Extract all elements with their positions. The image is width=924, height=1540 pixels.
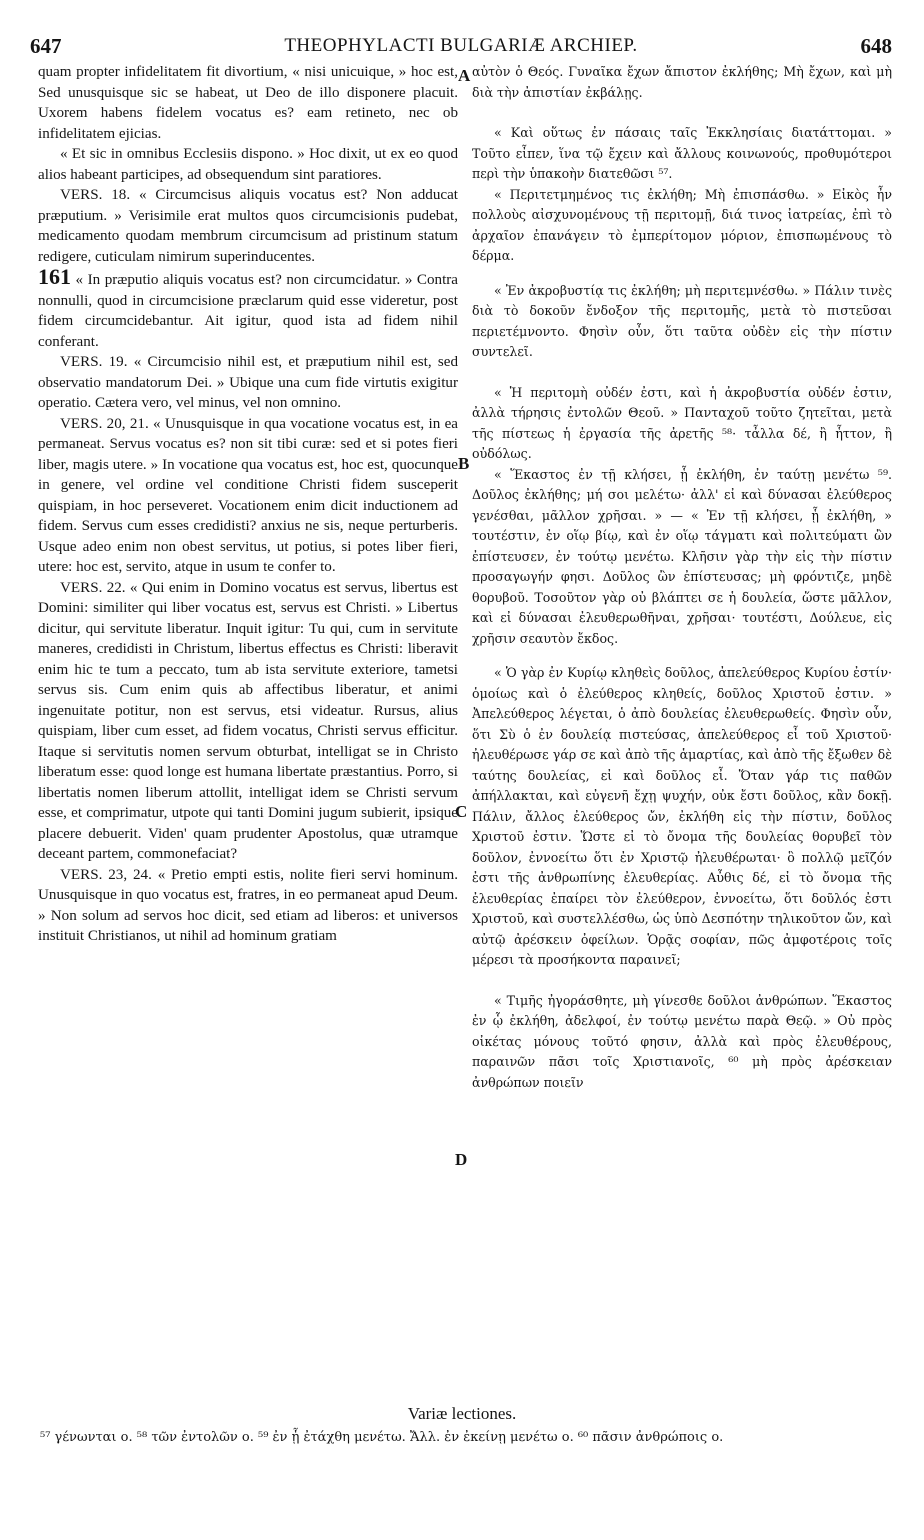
page-number-right: 648 [860, 34, 892, 58]
page-number-left: 647 [30, 34, 62, 58]
latin-paragraph: « Et sic in omnibus Ecclesiis dispono. » Hoc dixit, ut ex eo quod alios habeant participes, ad obsequendum sint paratiores. [38, 146, 458, 183]
latin-paragraph: VERS. 20, 21. « Unusquisque in qua vocatione vocatus est, in ea permaneat. Servus vocatus es? non sit tibi curæ: sed et si potes fieri liber, magis utere. » In vocatione qua vocatus est, hoc est, quocunque in genere, vel ordine vel conditione Christi fidem susceperit quispiam, in hoc perseveret. Vocationem enim dicit inductionem ad fidem. Servus cum esses credidisti? anxius ne sis, neque perturberis. Usque adeo enim non obest servitus, ut potius, si potes liber fieri, utere: hoc est, servito, atque in usum te confer to. [38, 415, 458, 575]
greek-paragraph: « Ἐν ἀκροβυστίᾳ τις ἐκλήθη; μὴ περιτεμνέσθω. » Πάλιν τινὲς διὰ τὸ δοκοῦν ἔνδοξον τῆς περιτομῆς, μετὰ τὸ πιστεῦσαι περιετέμνοντο. Φησὶν οὖν, ὅτι ταῦτα οὐδὲν εἰς τὴν πίστιν συντελεῖ. [472, 282, 892, 359]
latin-paragraph: VERS. 22. « Qui enim in Domino vocatus est servus, libertus est Domini: similiter qui liber vocatus est, servus est Christi. » Libertus dicitur, qui servitute liberatur. Inquit igitur: Tu qui, cum in servitute maneres, credidisti in Christum, libertus effectus es Christi: liberavit enim hic te tum a peccato, tum ab ista servitute exteriore, tametsi servus sis. Cum enim quis ab affectibus liberatur, et animi ingenuitate potitur, non est servus, etsi videatur. Rursus, alius quispiam, liber cum esset, ad fidem vocatus, Christi servus efficitur. Itaque si servitutis nomen servum obturbat, intelligat se in Christo liberatum esse: quod longe est humana libertate præstantius. Porro, si libertatis nomen liberum attollit, intelligat idem se Christi servum esse, et comprimatur, utpote qui tanti Domini jugum subierit, ipsique placere debuerit. Viden' quam prudenter Apostolus, quæ utramque deceant partem, commonefaciat? [38, 579, 458, 862]
greek-paragraph: « Καὶ οὕτως ἐν πάσαις ταῖς Ἐκκλησίαις διατάττομαι. » Τοῦτο εἶπεν, ἵνα τῷ ἔχειν καὶ ἄλλους κοινωνούς, προθυμότεροι περὶ τὴν ὑπακοὴν διατεθῶσι ⁵⁷. [472, 125, 892, 181]
latin-column [38, 62, 458, 947]
variae-lectiones-heading: Variæ lectiones. [407, 1404, 517, 1423]
page-header [30, 34, 892, 60]
latin-paragraph: quam propter infidelitatem fit divortium, « nisi unicuique, » hoc est, Sed unusquisque sic se habeat, ut Deo de illo disponere placuit. Uxorem habens fidelem vocatus es? eam retineto, nec ob infidelitatem ejicias. [38, 64, 458, 142]
latin-paragraph: VERS. 23, 24. « Pretio empti estis, nolite fieri servi hominum. Unusquisque in quo vocatus est, fratres, in eo permaneat apud Deum. » Non solum ad servos hoc dicit, sed etiam ad liberos: et universos instituit Christianos, ut nihil ad hominum gratiam [38, 866, 458, 944]
greek-paragraph: αὐτὸν ὁ Θεός. Γυναῖκα ἔχων ἄπιστον ἐκλήθης; Μὴ ἔχων, καὶ μὴ διὰ τὴν ἀπιστίαν ἐκβάλῃς. [472, 64, 892, 100]
latin-paragraph: « In præputio aliquis vocatus est? non circumcidatur. » Contra nonnulli, quod in circumcisione præclarum quid esse videretur, post fidem circumcidebantur. Ait igitur, quod ista ad fidem nihil conferant. [38, 272, 458, 350]
latin-paragraph: VERS. 19. « Circumcisio nihil est, et præputium nihil est, sed observatio mandatorum Dei. » Ubique una cum fide virtutis exigitur operatio. Cætera vero, vel minus, vel non omnino. [38, 354, 458, 411]
margin-marker-c: C [455, 802, 468, 821]
margin-marker-d: D [455, 1150, 468, 1169]
greek-column [472, 62, 892, 1093]
greek-paragraph: « Ἕκαστος ἐν τῇ κλήσει, ᾗ ἐκλήθη, ἐν ταύτῃ μενέτω ⁵⁹. Δοῦλος ἐκλήθης; μή σοι μελέτω· ἀλλ' εἰ καὶ δύνασαι ἐλεύθερος γενέσθαι, μᾶλλον χρῆσαι. » — « Ἐν τῇ κλήσει, ᾗ ἐκλήθη, » τουτέστιν, ἐν οἵῳ βίῳ, καὶ ἐν οἵῳ τάγματι καὶ πολιτεύματι ὢν ἐπίστευσεν, ἐν τούτῳ μενέτω. Κλῆσιν γὰρ τὴν εἰς τὴν πίστιν προσαγωγήν φησι. Δοῦλος ὢν ἐπίστευσας; μὴ φρόντιζε, μηδὲ θορυβοῦ. Τοσοῦτον γὰρ οὐ βλάπτει σε ἡ δουλεία, ὥστε μᾶλλον, καὶ εἰ δύνασαι ἐλευθερωθῆναι, χρῆσαι· τουτέστι, Δούλευε, εἰς χρῆσιν σεαυτὸν ἔκδος. [472, 466, 892, 646]
greek-paragraph: « Ἡ περιτομὴ οὐδέν ἐστι, καὶ ἡ ἀκροβυστία οὐδέν ἐστιν, ἀλλὰ τήρησις ἐντολῶν Θεοῦ. » Πανταχοῦ τοῦτο ζητεῖται, μετὰ τῆς πίστεως ἡ ἐργασία τῆς ἀρετῆς ⁵⁸· τἆλλα δέ, ἢ ἧττον, ἢ οὐδόλως. [472, 384, 892, 461]
column-number: 161 [38, 264, 71, 289]
running-title: THEOPHYLACTI BULGARIÆ ARCHIEP. [284, 35, 638, 56]
latin-paragraph-with-column-number [38, 264, 458, 352]
greek-paragraph: « Τιμῆς ἠγοράσθητε, μὴ γίνεσθε δοῦλοι ἀνθρώπων. Ἕκαστος ἐν ᾧ ἐκλήθη, ἀδελφοί, ἐν τούτῳ μενέτω παρὰ Θεῷ. » Οὐ πρὸς οἰκέτας μόνους τοῦτό φησιν, ἀλλὰ καὶ πρὸς ἐλευθέρους, παραινῶν πᾶσι τοῖς Χριστιανοῖς, ⁶⁰ μὴ πρὸς ἀρέσκειαν ἀνθρώπων ποιεῖν [472, 992, 892, 1090]
greek-paragraph: « Περιτετμημένος τις ἐκλήθη; Μὴ ἐπισπάσθω. » Εἰκὸς ἦν πολλοὺς αἰσχυνομένους τῇ περιτομῇ, διά τινος ἰατρείας, ἐπὶ τὸ ἀρχαῖον ἐπανάγειν τὸ ἐμπερίτομον μόριον, ἐπισπωμένους τὸ δέρμα. [472, 186, 892, 263]
footnotes: ⁵⁷ γένωνται ο. ⁵⁸ τῶν ἐντολῶν ο. ⁵⁹ ἐν ᾗ ἐτάχθη μενέτω. Ἄλλ. ἐν ἐκείνῃ μενέτω ο. ⁶⁰ πᾶσιν ἀνθρώποις ο. [40, 1430, 724, 1445]
margin-marker-b: B [458, 454, 470, 473]
greek-paragraph: « Ὁ γὰρ ἐν Κυρίῳ κληθεὶς δοῦλος, ἀπελεύθερος Κυρίου ἐστίν· ὁμοίως καὶ ὁ ἐλεύθερος κληθείς, δοῦλος Χριστοῦ ἐστιν. » Ἀπελεύθερος λέγεται, ὁ ἀπὸ δουλείας ἐλευθερωθείς. Φησὶν οὖν, ὅτι Σὺ ὁ ἐν δουλείᾳ πιστεύσας, ἀπελεύθερος εἶ τοῦ Χριστοῦ· ἠλευθέρωσε γάρ σε καὶ ἀπὸ τῆς ἁμαρτίας, καὶ ἀπὸ τῆς ἔξωθεν δὲ ταύτης δουλείας, εἰ καὶ δοῦλος εἶ. Ὅταν γάρ τις παθῶν ἀπήλλακται, καὶ εὐγενῆ ἔχῃ ψυχήν, οὐκ ἔστι δοῦλος, κἂν δοκῇ. Πάλιν, ἄλλος ἐλεύθερος ὤν, ἐκλήθη εἰς τὴν πίστιν, δοῦλος Χριστοῦ ἐστιν. Ὥστε εἰ τὸ ὄνομα τῆς δουλείας θορυβεῖ τὸν δοῦλον, ἐννοείτω ὅτι ἐν Χριστῷ ἠλευθέρωται· ὃ πολλῷ μεῖζόν ἐστι τῆς ἀνθρωπίνης ἐλευθερίας. Αὖθις δέ, εἰ τὸ ὄνομα τῆς ἐλευθερίας ἐπαίρει τὸν ἐλεύθερον, ἐννοείτω, ὅτι δοῦλός ἐστι Χριστοῦ, καὶ συστελλέσθω, ὡς ὑπὸ Δεσπότην τηλικοῦτον ὤν, καὶ αὐτῷ ἀρέσκειν ὀφείλων. Ὁρᾷς σοφίαν, πῶς ἀμφοτέροις τοῖς μέρεσι τὰ προσήκοντα παραινεῖ; [472, 665, 892, 967]
margin-marker-a: A [458, 66, 471, 85]
latin-paragraph: VERS. 18. « Circumcisus aliquis vocatus est? Non adducat præputium. » Verisimile erat multos quos circumcisionis pudebat, medicamento quodam membrum circumcisum ad pristinum statum redigere, cuticulam nimirum superinducentes. [38, 187, 458, 265]
